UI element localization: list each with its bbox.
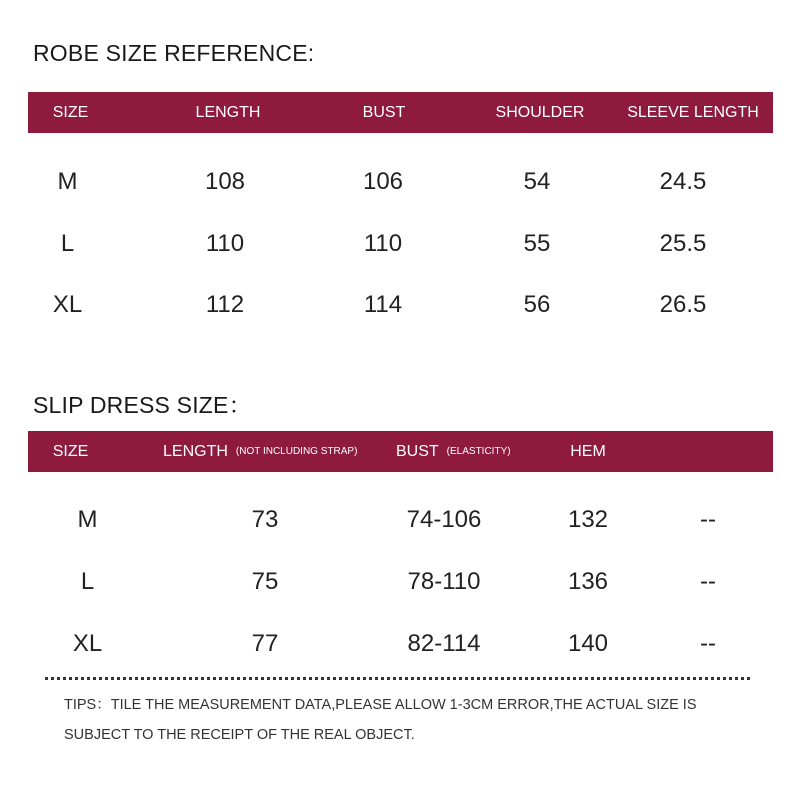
robe-length-cell: 112 — [205, 291, 245, 318]
robe-header-length: LENGTH — [195, 103, 261, 121]
slip-length-cell: 75 — [251, 568, 279, 595]
robe-shoulder-cell: 54 — [523, 168, 551, 195]
robe-header-sleeve-length: SLEEVE LENGTH — [627, 103, 759, 121]
robe-row-l — [0, 224, 800, 264]
dotted-divider — [45, 677, 750, 680]
slip-header-length-note: (NOT INCLUDING STRAP) — [235, 446, 358, 457]
slip-hem-cell: 132 — [567, 506, 609, 533]
robe-size-cell: L — [60, 230, 75, 257]
slip-size-cell: M — [77, 506, 98, 533]
robe-sleeve-cell: 25.5 — [659, 230, 707, 257]
slip-header-bust-label: BUST — [396, 442, 439, 460]
robe-header-bar — [28, 92, 773, 133]
slip-header-bust-note: (ELASTICITY) — [446, 446, 511, 457]
slip-hem-cell: 136 — [567, 568, 609, 595]
slip-row-l — [0, 562, 800, 602]
robe-size-cell: XL — [52, 291, 83, 318]
slip-row-xl — [0, 624, 800, 664]
robe-sleeve-cell: 26.5 — [659, 291, 707, 318]
robe-section-title: ROBE SIZE REFERENCE: — [33, 40, 315, 66]
slip-header-bar — [28, 431, 773, 472]
slip-section-title: SLIP DRESS SIZE： — [33, 392, 252, 418]
slip-bust-cell: 74-106 — [406, 506, 482, 533]
robe-header-shoulder: SHOULDER — [495, 103, 585, 121]
slip-header-hem: HEM — [570, 442, 606, 460]
slip-size-cell: XL — [72, 630, 103, 657]
slip-extra-cell: -- — [700, 568, 716, 595]
slip-header-length — [163, 431, 388, 472]
robe-header-bust: BUST — [362, 103, 406, 121]
slip-hem-cell: 140 — [567, 630, 609, 657]
robe-shoulder-cell: 55 — [523, 230, 551, 257]
robe-sleeve-cell: 24.5 — [659, 168, 707, 195]
tips-line-1: TIPS：TILE THE MEASUREMENT DATA,PLEASE ALLOW 1-3CM ERROR,THE ACTUAL SIZE IS — [64, 697, 697, 713]
robe-length-cell: 110 — [205, 230, 245, 257]
robe-length-cell: 108 — [204, 168, 246, 195]
slip-length-cell: 73 — [251, 506, 279, 533]
robe-size-cell: M — [57, 168, 78, 195]
robe-shoulder-cell: 56 — [523, 291, 551, 318]
slip-length-cell: 77 — [251, 630, 279, 657]
robe-header-size: SIZE — [52, 103, 89, 121]
slip-bust-cell: 78-110 — [407, 568, 481, 595]
slip-bust-cell: 82-114 — [407, 630, 481, 657]
robe-row-xl — [0, 285, 800, 325]
slip-row-m — [0, 500, 800, 540]
robe-bust-cell: 106 — [362, 168, 404, 195]
slip-extra-cell: -- — [700, 630, 716, 657]
slip-size-cell: L — [80, 568, 95, 595]
slip-header-bust — [396, 431, 556, 472]
slip-header-length-label: LENGTH — [163, 442, 228, 460]
robe-bust-cell: 114 — [363, 291, 403, 318]
robe-row-m — [0, 162, 800, 202]
slip-extra-cell: -- — [700, 506, 716, 533]
tips-note — [64, 690, 729, 750]
slip-header-size: SIZE — [52, 442, 89, 460]
tips-line-2: SUBJECT TO THE RECEIPT OF THE REAL OBJECT. — [64, 727, 415, 743]
robe-bust-cell: 110 — [363, 230, 403, 257]
